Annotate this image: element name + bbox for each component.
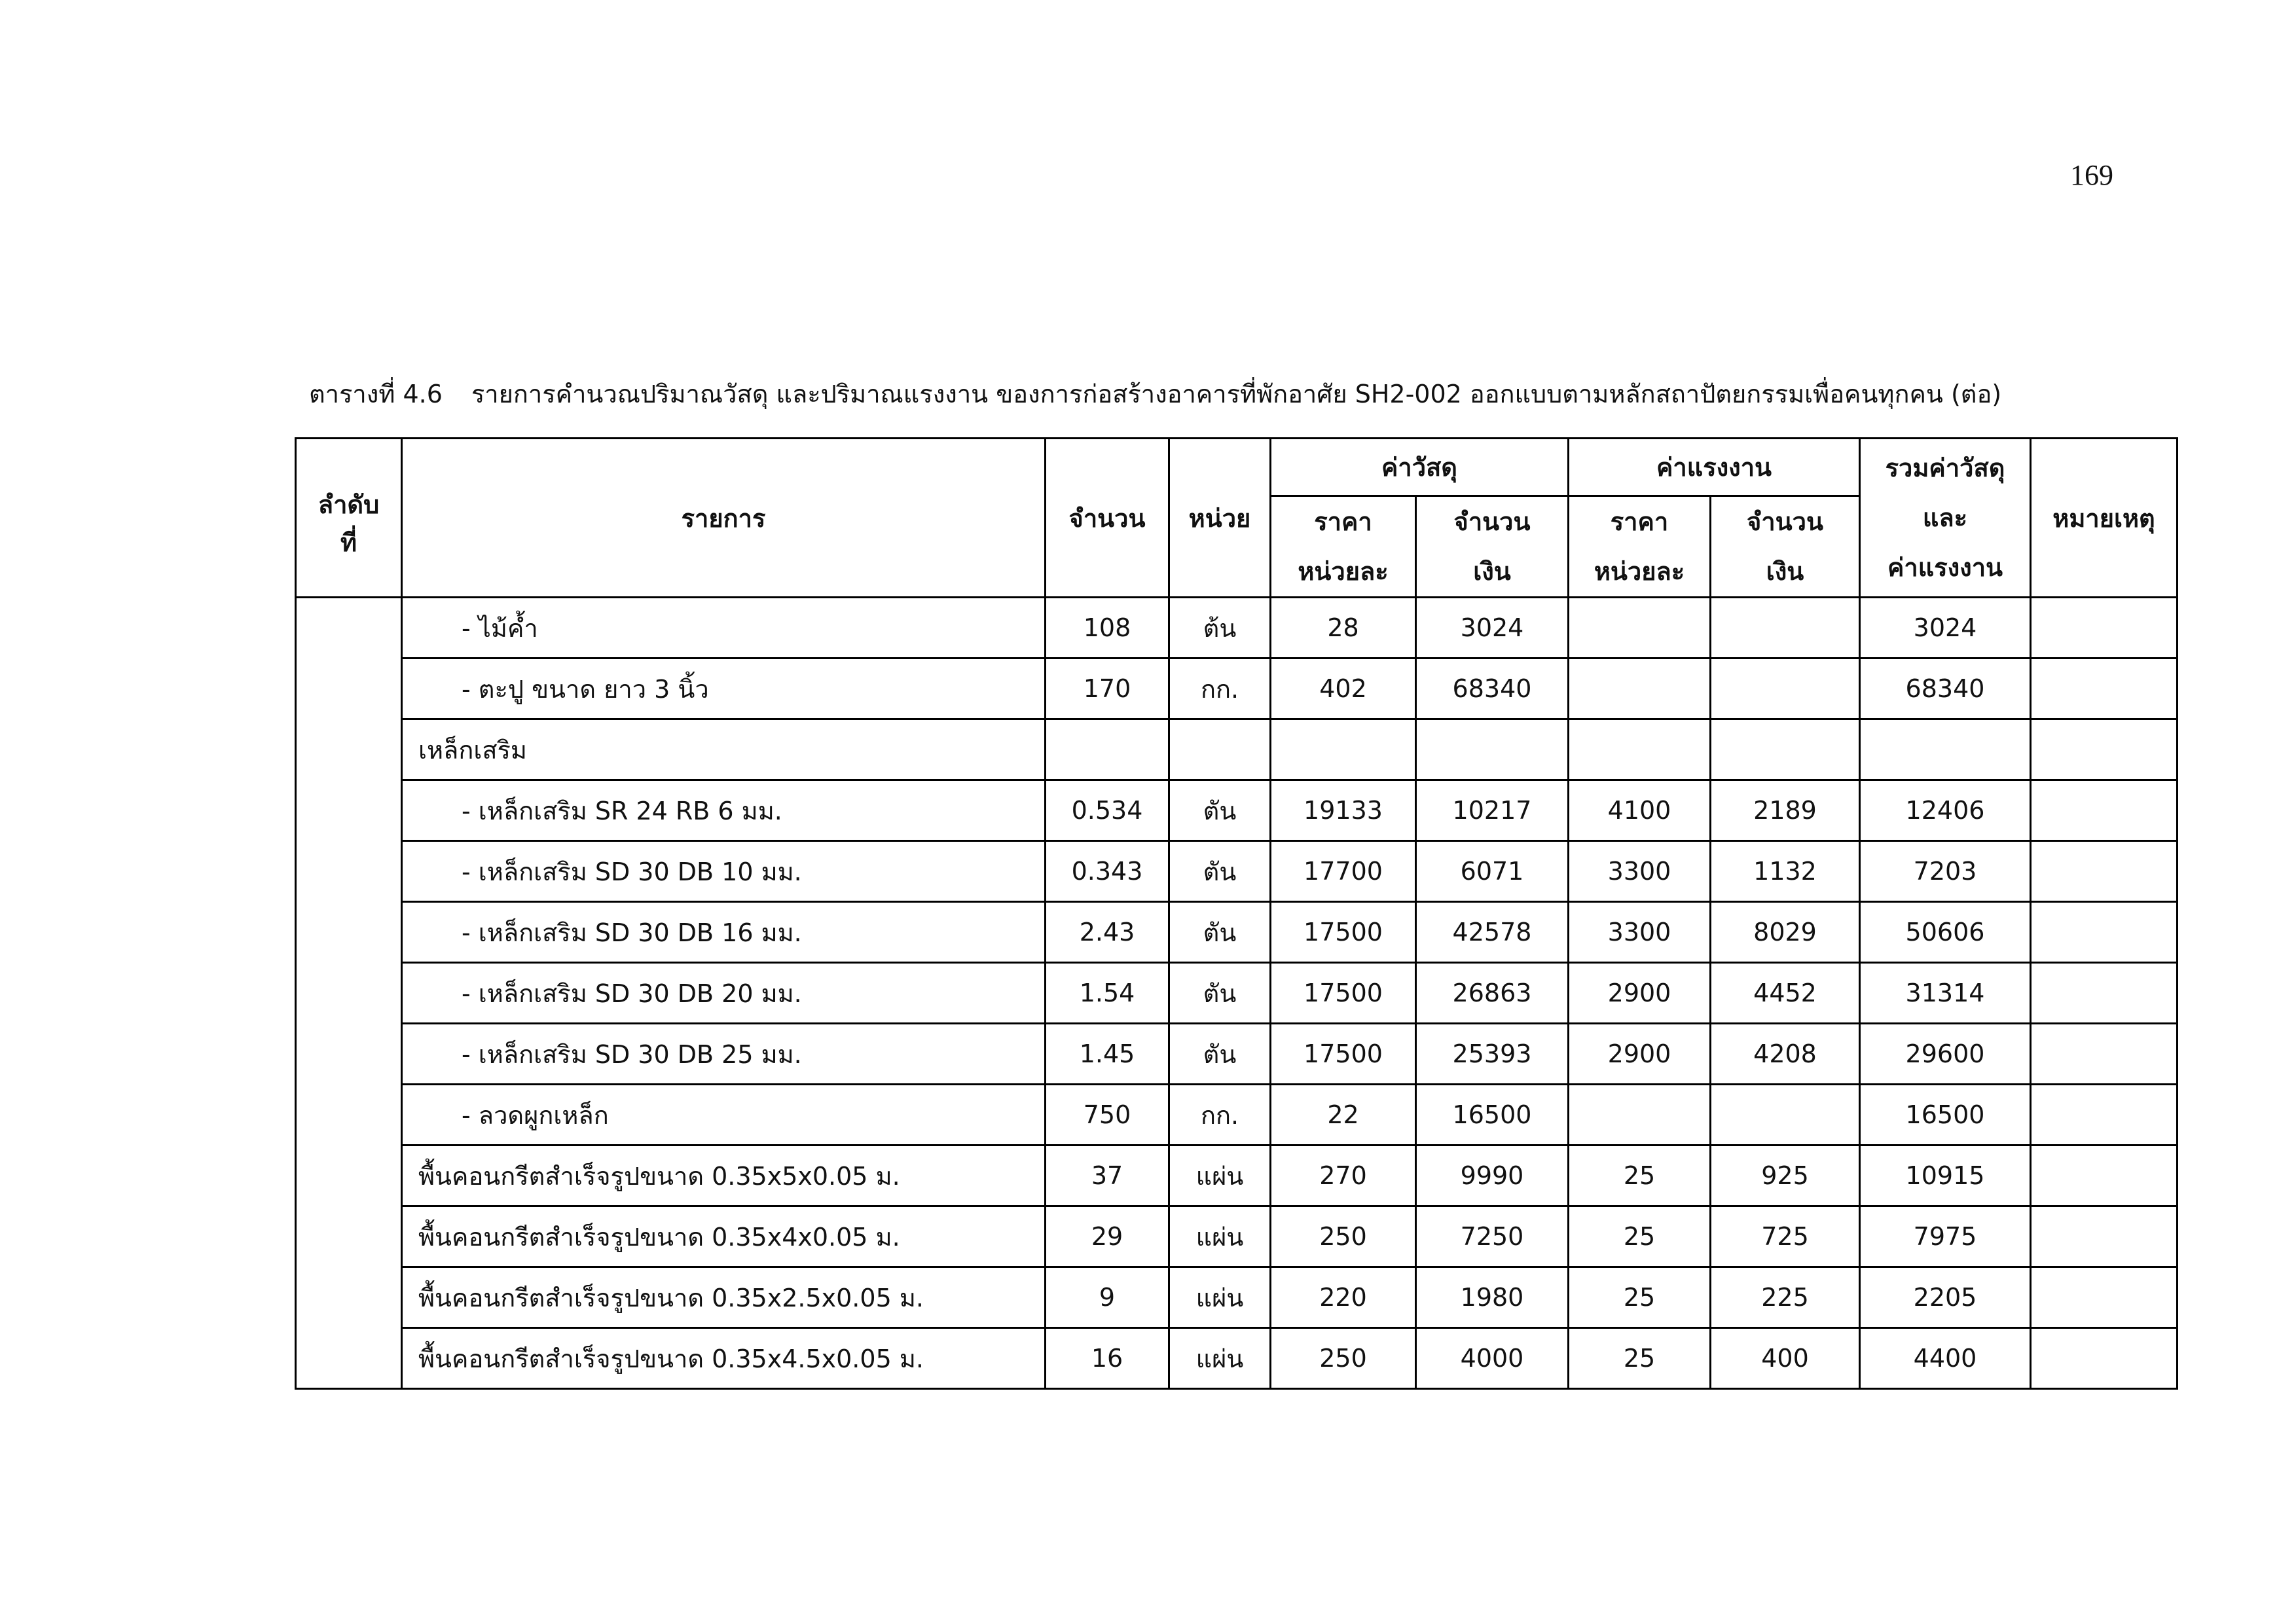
header-unit: หน่วย [1169, 439, 1271, 598]
qty-cell: 1.54 [1046, 963, 1169, 1024]
material-unit-price-cell: 250 [1271, 1206, 1416, 1267]
header-qty: จำนวน [1046, 439, 1169, 598]
qty-cell: 0.343 [1046, 841, 1169, 902]
total-cell: 4400 [1860, 1328, 2031, 1389]
labor-unit-price-cell: 4100 [1569, 780, 1711, 841]
item-cell: - เหล็กเสริม SD 30 DB 25 มม. [402, 1024, 1046, 1085]
material-amount-cell: 16500 [1416, 1085, 1569, 1146]
qty-cell: 0.534 [1046, 780, 1169, 841]
labor-amount-cell: 8029 [1711, 902, 1860, 963]
header-total [1860, 439, 2031, 598]
material-amount-cell: 68340 [1416, 659, 1569, 719]
total-cell: 12406 [1860, 780, 2031, 841]
labor-unit-price-cell: 25 [1569, 1206, 1711, 1267]
material-amount-cell: 4000 [1416, 1328, 1569, 1389]
labor-amount-cell [1711, 719, 1860, 780]
labor-amount-cell: 225 [1711, 1267, 1860, 1328]
labor-unit-price-cell: 3300 [1569, 902, 1711, 963]
total-cell: 50606 [1860, 902, 2031, 963]
material-unit-price-cell: 17700 [1271, 841, 1416, 902]
total-cell: 2205 [1860, 1267, 2031, 1328]
material-amount-cell: 7250 [1416, 1206, 1569, 1267]
remark-cell [2031, 1328, 2178, 1389]
header-material-amount [1416, 496, 1569, 598]
remark-cell [2031, 902, 2178, 963]
table-row [296, 902, 2178, 963]
labor-amount-cell: 2189 [1711, 780, 1860, 841]
remark-cell [2031, 598, 2178, 659]
material-amount-cell [1416, 719, 1569, 780]
qty-cell: 170 [1046, 659, 1169, 719]
table-body [296, 598, 2178, 1389]
table-row [296, 1328, 2178, 1389]
labor-amount-cell: 925 [1711, 1146, 1860, 1206]
unit-cell: แผ่น [1169, 1328, 1271, 1389]
remark-cell [2031, 659, 2178, 719]
remark-cell [2031, 780, 2178, 841]
item-cell: เหล็กเสริม [402, 719, 1046, 780]
item-cell: - เหล็กเสริม SD 30 DB 20 มม. [402, 963, 1046, 1024]
total-cell: 68340 [1860, 659, 2031, 719]
material-unit-price-cell: 220 [1271, 1267, 1416, 1328]
header-material-amount-line1: จำนวน [1453, 507, 1531, 536]
unit-cell: ตัน [1169, 841, 1271, 902]
remark-cell [2031, 1085, 2178, 1146]
remark-cell [2031, 1206, 2178, 1267]
material-amount-cell: 1980 [1416, 1267, 1569, 1328]
header-material-unit-price-line2: หน่วยละ [1298, 557, 1389, 586]
header-total-line3: ค่าแรงงาน [1887, 553, 2003, 582]
labor-amount-cell: 4208 [1711, 1024, 1860, 1085]
qty-cell: 29 [1046, 1206, 1169, 1267]
table-caption-text: รายการคำนวณปริมาณวัสดุ และปริมาณแรงงาน ของการก่อสร้างอาคารที่พักอาศัย SH2-002 ออกแบบตามหลักสถาปัตยกรรมเพื่อคนทุกคน (ต่อ) [471, 380, 2002, 408]
qty-cell [1046, 719, 1169, 780]
header-seq-line2: ที่ [340, 528, 357, 557]
material-unit-price-cell: 402 [1271, 659, 1416, 719]
unit-cell: ตัน [1169, 963, 1271, 1024]
table-row [296, 1267, 2178, 1328]
header-material-unit-price [1271, 496, 1416, 598]
total-cell: 7203 [1860, 841, 2031, 902]
table-row [296, 598, 2178, 659]
table-row [296, 780, 2178, 841]
material-unit-price-cell [1271, 719, 1416, 780]
unit-cell: แผ่น [1169, 1146, 1271, 1206]
material-unit-price-cell: 22 [1271, 1085, 1416, 1146]
labor-unit-price-cell: 25 [1569, 1146, 1711, 1206]
total-cell: 29600 [1860, 1024, 2031, 1085]
labor-unit-price-cell: 2900 [1569, 1024, 1711, 1085]
item-cell: - ไม้ค้ำ [402, 598, 1046, 659]
material-unit-price-cell: 270 [1271, 1146, 1416, 1206]
unit-cell [1169, 719, 1271, 780]
labor-amount-cell [1711, 1085, 1860, 1146]
unit-cell: แผ่น [1169, 1206, 1271, 1267]
table-row [296, 719, 2178, 780]
labor-unit-price-cell [1569, 1085, 1711, 1146]
header-material-unit-price-line1: ราคา [1314, 507, 1372, 536]
labor-amount-cell: 725 [1711, 1206, 1860, 1267]
labor-amount-cell: 400 [1711, 1328, 1860, 1389]
labor-unit-price-cell: 2900 [1569, 963, 1711, 1024]
item-cell: - เหล็กเสริม SD 30 DB 16 มม. [402, 902, 1046, 963]
header-remark: หมายเหตุ [2031, 439, 2178, 598]
unit-cell: ตัน [1169, 1024, 1271, 1085]
remark-cell [2031, 719, 2178, 780]
header-total-line2: และ [1922, 503, 1968, 532]
item-cell: - เหล็กเสริม SD 30 DB 10 มม. [402, 841, 1046, 902]
header-labor-amount-line2: เงิน [1766, 557, 1804, 586]
total-cell: 7975 [1860, 1206, 2031, 1267]
qty-cell: 16 [1046, 1328, 1169, 1389]
item-cell: พื้นคอนกรีตสำเร็จรูปขนาด 0.35x2.5x0.05 ม. [402, 1267, 1046, 1328]
table-row [296, 659, 2178, 719]
table-caption [309, 374, 2208, 414]
material-unit-price-cell: 19133 [1271, 780, 1416, 841]
material-amount-cell: 3024 [1416, 598, 1569, 659]
qty-cell: 9 [1046, 1267, 1169, 1328]
material-unit-price-cell: 28 [1271, 598, 1416, 659]
table-row [296, 1024, 2178, 1085]
quantity-table [295, 437, 2178, 1390]
labor-unit-price-cell: 25 [1569, 1267, 1711, 1328]
material-amount-cell: 25393 [1416, 1024, 1569, 1085]
seq-cell [296, 598, 402, 1389]
material-unit-price-cell: 17500 [1271, 902, 1416, 963]
remark-cell [2031, 1267, 2178, 1328]
item-cell: - ตะปู ขนาด ยาว 3 นิ้ว [402, 659, 1046, 719]
labor-amount-cell [1711, 598, 1860, 659]
remark-cell [2031, 1024, 2178, 1085]
material-amount-cell: 6071 [1416, 841, 1569, 902]
header-labor-unit-price-line1: ราคา [1610, 507, 1669, 536]
qty-cell: 1.45 [1046, 1024, 1169, 1085]
total-cell: 3024 [1860, 598, 2031, 659]
item-cell: - เหล็กเสริม SR 24 RB 6 มม. [402, 780, 1046, 841]
material-amount-cell: 9990 [1416, 1146, 1569, 1206]
header-total-line1: รวมค่าวัสดุ [1885, 454, 2005, 482]
header-labor-amount [1711, 496, 1860, 598]
unit-cell: แผ่น [1169, 1267, 1271, 1328]
table-row [296, 841, 2178, 902]
labor-unit-price-cell: 25 [1569, 1328, 1711, 1389]
unit-cell: ตัน [1169, 902, 1271, 963]
table-caption-label: ตารางที่ 4.6 [309, 380, 443, 408]
qty-cell: 108 [1046, 598, 1169, 659]
total-cell: 31314 [1860, 963, 2031, 1024]
total-cell: 10915 [1860, 1146, 2031, 1206]
remark-cell [2031, 1146, 2178, 1206]
table-row [296, 1085, 2178, 1146]
total-cell: 16500 [1860, 1085, 2031, 1146]
labor-amount-cell: 4452 [1711, 963, 1860, 1024]
page-number: 169 [2070, 159, 2113, 191]
material-unit-price-cell: 17500 [1271, 1024, 1416, 1085]
labor-unit-price-cell [1569, 659, 1711, 719]
header-material-group: ค่าวัสดุ [1271, 439, 1569, 496]
header-seq-line1: ลำดับ [318, 490, 380, 519]
qty-cell: 2.43 [1046, 902, 1169, 963]
labor-amount-cell [1711, 659, 1860, 719]
material-unit-price-cell: 17500 [1271, 963, 1416, 1024]
total-cell [1860, 719, 2031, 780]
material-amount-cell: 42578 [1416, 902, 1569, 963]
unit-cell: กก. [1169, 659, 1271, 719]
remark-cell [2031, 841, 2178, 902]
table-row [296, 1206, 2178, 1267]
unit-cell: ต้น [1169, 598, 1271, 659]
remark-cell [2031, 963, 2178, 1024]
table-row [296, 1146, 2178, 1206]
qty-cell: 37 [1046, 1146, 1169, 1206]
unit-cell: กก. [1169, 1085, 1271, 1146]
table-row [296, 963, 2178, 1024]
header-seq [296, 439, 402, 598]
labor-unit-price-cell: 3300 [1569, 841, 1711, 902]
material-amount-cell: 10217 [1416, 780, 1569, 841]
qty-cell: 750 [1046, 1085, 1169, 1146]
header-labor-unit-price-line2: หน่วยละ [1594, 557, 1685, 586]
item-cell: พื้นคอนกรีตสำเร็จรูปขนาด 0.35x5x0.05 ม. [402, 1146, 1046, 1206]
header-material-amount-line2: เงิน [1473, 557, 1511, 586]
header-labor-group: ค่าแรงงาน [1569, 439, 1860, 496]
item-cell: พื้นคอนกรีตสำเร็จรูปขนาด 0.35x4x0.05 ม. [402, 1206, 1046, 1267]
item-cell: - ลวดผูกเหล็ก [402, 1085, 1046, 1146]
labor-amount-cell: 1132 [1711, 841, 1860, 902]
header-item: รายการ [402, 439, 1046, 598]
header-labor-amount-line1: จำนวน [1747, 507, 1823, 536]
unit-cell: ตัน [1169, 780, 1271, 841]
material-unit-price-cell: 250 [1271, 1328, 1416, 1389]
header-labor-unit-price [1569, 496, 1711, 598]
item-cell: พื้นคอนกรีตสำเร็จรูปขนาด 0.35x4.5x0.05 ม. [402, 1328, 1046, 1389]
material-amount-cell: 26863 [1416, 963, 1569, 1024]
labor-unit-price-cell [1569, 598, 1711, 659]
labor-unit-price-cell [1569, 719, 1711, 780]
